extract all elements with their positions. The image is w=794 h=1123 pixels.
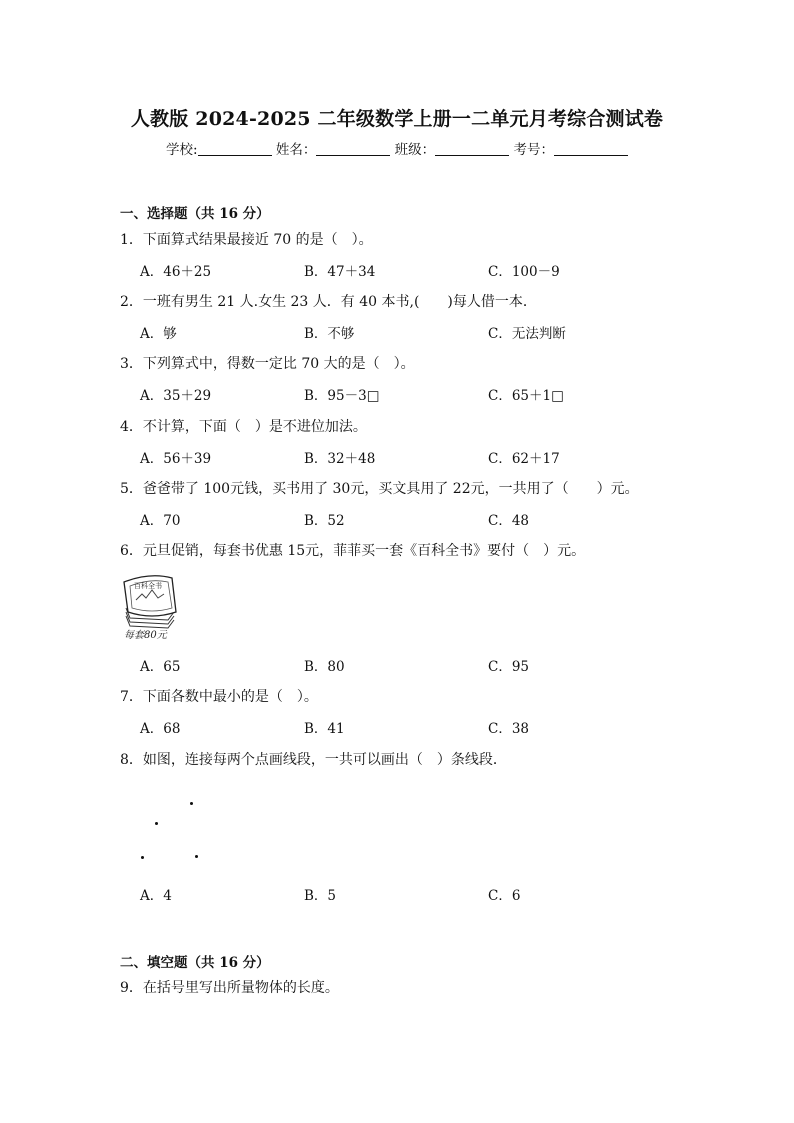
- q2-option-b[interactable]: B．不够: [304, 326, 355, 342]
- encyclopedia-book-image: [120, 568, 186, 642]
- q4-option-a[interactable]: A．56＋39: [140, 451, 212, 467]
- question-8: 8．如图，连接每两个点画线段，一共可以画出（ ）条线段．: [120, 752, 507, 768]
- name-label: 姓名：: [275, 142, 317, 158]
- exam-number-blank[interactable]: [554, 141, 628, 156]
- q1-option-b[interactable]: B．47＋34: [304, 264, 376, 280]
- question-3: 3．下列算式中，得数一定比 70 大的是（ ）。: [120, 356, 415, 372]
- figure-dot-2: [155, 822, 158, 825]
- school-label: 学校:: [166, 142, 198, 158]
- exam-number-label: 考号：: [513, 142, 554, 158]
- school-blank[interactable]: [198, 141, 272, 156]
- student-info-line: [0, 138, 794, 158]
- q2-option-a[interactable]: A．够: [140, 326, 177, 342]
- q7-option-b[interactable]: B．41: [304, 721, 345, 737]
- q8-option-a[interactable]: A．4: [140, 888, 172, 904]
- q5-option-b[interactable]: B．52: [304, 513, 345, 529]
- figure-dot-1: [190, 802, 193, 805]
- section-heading-fill-in: 二、填空题（共 16 分）: [120, 955, 270, 971]
- class-label: 班级：: [394, 142, 436, 158]
- question-9: 9．在括号里写出所量物体的长度。: [120, 980, 339, 996]
- book-cover-text: 百科全书: [134, 582, 162, 590]
- q6-option-b[interactable]: B．80: [304, 659, 345, 675]
- question-1: 1．下面算式结果最接近 70 的是（ ）。: [120, 232, 373, 248]
- question-2: 2．一班有男生 21 人.女生 23 人．有 40 本书,( )每人借一本．: [120, 294, 537, 310]
- figure-dot-3: [141, 856, 144, 859]
- q7-option-c[interactable]: C．38: [488, 721, 530, 737]
- question-5: 5．爸爸带了 100元钱，买书用了 30元，买文具用了 22元，一共用了（ ）元。: [120, 481, 639, 497]
- q1-option-a[interactable]: A．46＋25: [140, 264, 212, 280]
- q2-option-c[interactable]: C．无法判断: [488, 326, 566, 342]
- q4-option-b[interactable]: B．32＋48: [304, 451, 376, 467]
- q7-option-a[interactable]: A．68: [140, 721, 181, 737]
- figure-dot-4: [195, 855, 198, 858]
- q3-option-b[interactable]: B．95－3□: [304, 388, 380, 404]
- q8-option-c[interactable]: C．6: [488, 888, 521, 904]
- q1-option-c[interactable]: C．100－9: [488, 264, 560, 280]
- page-title: 人教版 2024-2025 二年级数学上册一二单元月考综合测试卷: [130, 108, 664, 130]
- q3-option-a[interactable]: A．35＋29: [140, 388, 212, 404]
- section-heading-choice: 一、选择题（共 16 分）: [120, 206, 270, 222]
- q5-option-c[interactable]: C．48: [488, 513, 530, 529]
- name-blank[interactable]: [316, 141, 390, 156]
- q6-option-c[interactable]: C．95: [488, 659, 530, 675]
- question-4: 4．不计算，下面（ ）是不进位加法。: [120, 419, 367, 435]
- q3-option-c[interactable]: C．65＋1□: [488, 388, 564, 404]
- q4-option-c[interactable]: C．62＋17: [488, 451, 560, 467]
- q5-option-a[interactable]: A．70: [140, 513, 181, 529]
- book-price-caption: 每套80元: [124, 630, 167, 641]
- question-7: 7．下面各数中最小的是（ ）。: [120, 689, 318, 705]
- q8-option-b[interactable]: B．5: [304, 888, 337, 904]
- question-6: 6．元旦促销，每套书优惠 15元，菲菲买一套《百科全书》要付（ ）元。: [120, 543, 586, 559]
- class-blank[interactable]: [435, 141, 509, 156]
- q6-option-a[interactable]: A．65: [140, 659, 181, 675]
